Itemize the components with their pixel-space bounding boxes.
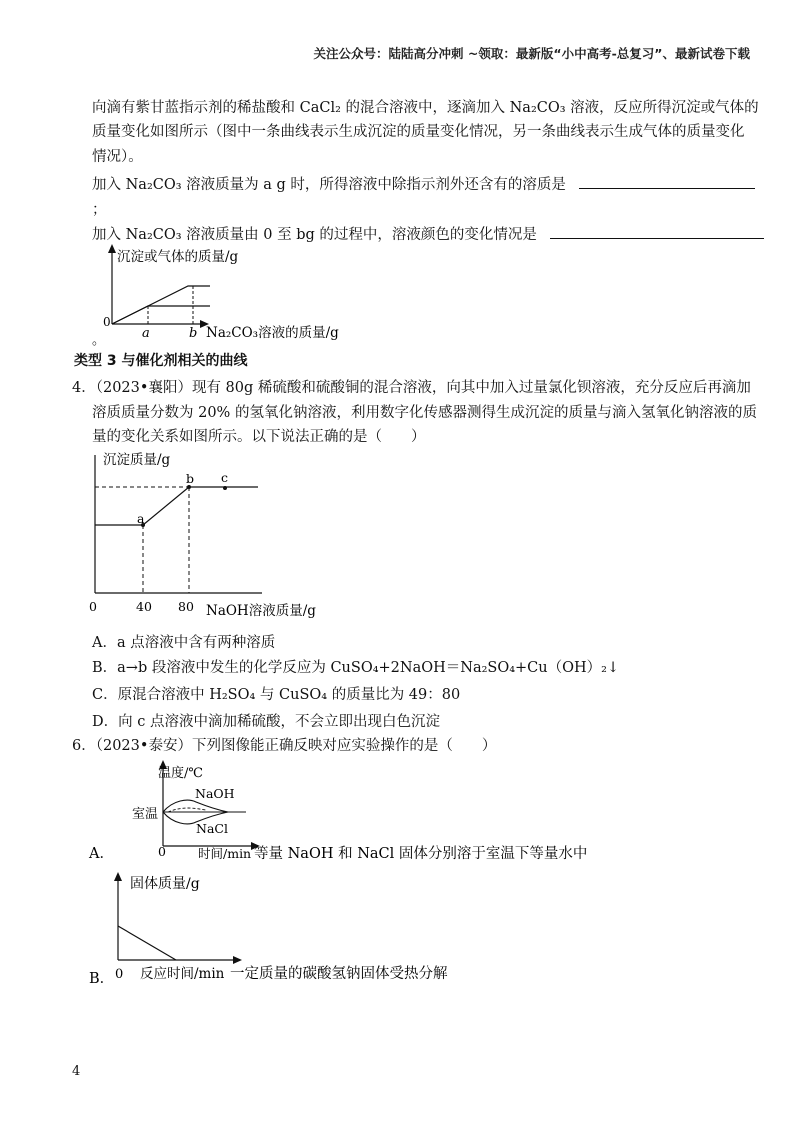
q4-number: 4． — [72, 380, 96, 396]
x-axis-label: 时间/min — [198, 846, 252, 861]
y-axis-label: 固体质量/g — [130, 876, 200, 892]
y-axis-label: 沉淀质量/g — [103, 452, 171, 468]
point-a-label: a — [137, 511, 145, 526]
point-a-label: a — [142, 326, 150, 341]
y-axis-arrow — [114, 872, 122, 881]
q-prev-stem-line1: 向滴有紫甘蓝指示剂的稀盐酸和 CaCl₂ 的混合溶液中，逐滴加入 Na₂CO₃ 溶液，反应所得沉淀或气体的 — [92, 100, 759, 116]
q-prev-ask1-text: 加入 Na₂CO₃ 溶液质量为 a g 时，所得溶液中除指示剂外还含有的溶质是 — [92, 177, 566, 193]
page-number: 4 — [72, 1064, 81, 1079]
nacl-label: NaCl — [196, 821, 228, 836]
gas-curve — [112, 306, 210, 324]
q-prev-stem-line3: 情况）。 — [92, 149, 143, 165]
x-axis-label: Na₂CO₃溶液的质量/g — [206, 325, 339, 341]
section-title: 类型 3 与催化剂相关的曲线 — [74, 353, 248, 369]
end-mark: 。 — [92, 333, 106, 348]
dashed-curve — [168, 808, 206, 812]
q-prev-stem-line2: 质量变化如图所示（图中一条曲线表示生成沉淀的质量变化情况，另一条曲线表示生成气体的质量变化 — [92, 124, 745, 140]
naoh-label: NaOH — [195, 786, 235, 801]
q4-stem-line2: 溶质质量分数为 20% 的氢氧化钠溶液，利用数字化传感器测得生成沉淀的质量与滴入氢氧化钠溶液的质 — [92, 405, 757, 421]
answer-blank-2[interactable] — [550, 223, 764, 239]
q4-stem-line1: （2023•襄阳）现有 80g 稀硫酸和硫酸铜的混合溶液，向其中加入过量氯化钡溶液，充分反应后再滴加 — [95, 380, 751, 396]
y-axis-arrow — [108, 244, 116, 253]
q4-option-a[interactable]: A．a 点溶液中含有两种溶质 — [92, 635, 276, 651]
q4-line1 — [72, 376, 751, 400]
page-header: 关注公众号：陆陆高分冲刺 ~领取：最新版“小中高考-总复习”、最新试卷下载 — [313, 46, 750, 61]
point-c — [223, 486, 227, 490]
option-b-desc: 一定质量的碳酸氢钠固体受热分解 — [230, 966, 448, 982]
point-b-label: b — [186, 471, 195, 486]
origin-label: 0 — [115, 967, 124, 982]
q-prev-ask1-end: ； — [92, 202, 107, 218]
q6-line1 — [72, 734, 496, 758]
q4-option-c[interactable]: C．原混合溶液中 H₂SO₄ 与 CuSO₄ 的质量比为 49：80 — [92, 687, 461, 703]
point-c-label: c — [221, 470, 229, 485]
x-axis-label: 反应时间/min — [140, 966, 225, 982]
option-a-desc: 等量 NaOH 和 NaCl 固体分别溶于室温下等量水中 — [254, 846, 588, 862]
naoh-curve — [163, 800, 228, 812]
x-axis-arrow — [233, 956, 242, 964]
q4-option-d[interactable]: D．向 c 点溶液中滴加稀硫酸，不会立即出现白色沉淀 — [92, 714, 440, 730]
q4-stem-line3: 量的变化关系如图所示。以下说法正确的是（ ） — [92, 429, 426, 445]
q6-number: 6． — [72, 738, 96, 754]
q4-option-b[interactable]: B．a→b 段溶液中发生的化学反应为 CuSO₄+2NaOH＝Na₂SO₄+Cu（OH）₂↓ — [92, 660, 620, 676]
q6-stem: （2023•泰安）下列图像能正确反映对应实验操作的是（ ） — [95, 738, 497, 754]
y-axis-label: 温度/℃ — [158, 766, 203, 781]
origin-label: 0 — [89, 599, 97, 614]
origin-label: 0 — [103, 315, 111, 329]
mass-line — [118, 926, 176, 960]
room-temp-label: 室温 — [132, 807, 159, 822]
option-b-letter: B． — [89, 971, 115, 987]
tick-40-label: 40 — [136, 599, 152, 614]
precipitate-curve — [112, 286, 210, 324]
tick-80-label: 80 — [178, 599, 194, 614]
q6-option-a-graph[interactable] — [88, 758, 588, 866]
precipitate-curve — [95, 487, 258, 525]
x-axis-label: NaOH溶液质量/g — [206, 603, 316, 619]
q6-option-b-graph[interactable] — [88, 868, 548, 988]
point-b-label: b — [189, 326, 198, 341]
q4-graph — [86, 447, 326, 619]
answer-blank-1[interactable] — [579, 173, 755, 189]
q-prev-ask1 — [92, 173, 755, 197]
y-axis-label: 沉淀或气体的质量/g — [117, 249, 239, 265]
q-prev-graph — [92, 242, 372, 348]
q-prev-ask2-text: 加入 Na₂CO₃ 溶液质量由 0 至 bg 的过程中，溶液颜色的变化情况是 — [92, 227, 537, 243]
origin-label: 0 — [158, 844, 166, 859]
option-a-letter: A． — [89, 846, 114, 862]
